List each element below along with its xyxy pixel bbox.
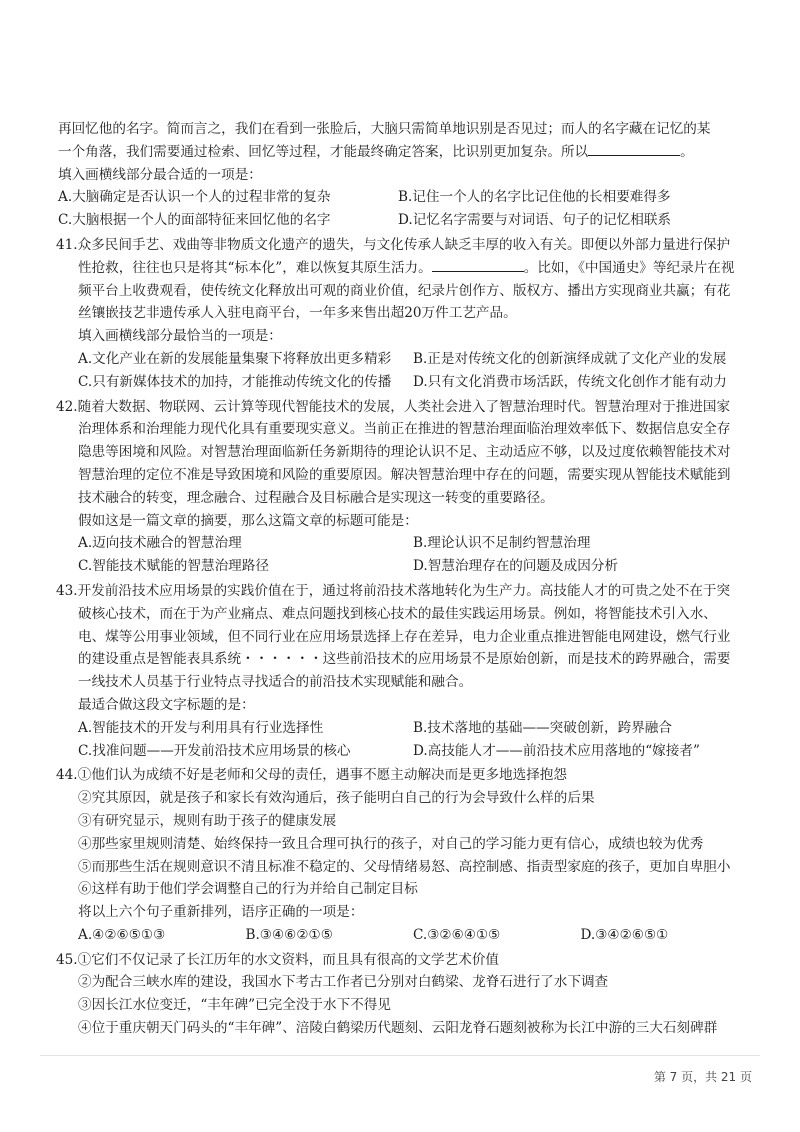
sentence-line: ③有研究显示，规则有助于孩子的健康发展 <box>78 812 337 829</box>
question-43 <box>58 580 748 762</box>
passage-line: 一线技术人员基于行业特点寻找适合的前沿技术实现赋能和融合。 <box>78 674 473 691</box>
answer-blank <box>588 141 680 156</box>
options-row <box>58 717 748 740</box>
option-c: C.找准问题——开发前沿技术应用场景的核心 <box>78 742 351 759</box>
question-45 <box>58 949 748 1040</box>
option-b: B.技术落地的基础——突破创新，跨界融合 <box>413 719 672 736</box>
passage-line: 技术融合的转变，理念融合、过程融合及目标融合是实现这一转变的重要路径。 <box>78 489 554 506</box>
option-b: B.③④⑥②①⑤ <box>245 926 333 943</box>
sentence-line: ⑥这样有助于他们学会调整自己的行为并给自己制定目标 <box>78 881 418 898</box>
options-row <box>58 740 748 763</box>
option-a: A.大脑确定是否认识一个人的过程非常的复杂 <box>58 189 331 206</box>
question-41 <box>58 234 748 394</box>
question-42 <box>58 396 748 578</box>
option-a: A.文化产业在新的发展能量集聚下将释放出更多精彩 <box>78 350 392 367</box>
options-row <box>58 186 748 209</box>
option-d: D.记忆名字需要与对词语、句子的记忆相联系 <box>398 212 672 229</box>
option-d: D.只有文化消费市场活跃，传统文化创作才能有动力 <box>413 373 727 390</box>
option-c: C.智能技术赋能的智慧治理路径 <box>78 558 269 575</box>
option-c: C.③②⑥④①⑤ <box>413 926 501 943</box>
passage-line: 智慧治理的定位不准是导致困境和风险的重要原因。解决智慧治理中存在的问题，需要实现从智能技术赋能到 <box>78 466 731 483</box>
option-a: A.智能技术的开发与利用具有行业选择性 <box>78 719 324 736</box>
option-a: A.④②⑥⑤①③ <box>78 926 166 943</box>
passage-line: 治理体系和治理能力现代化具有重要现实意义。当前正在推进的智慧治理面临治理效率低下、数据信息安全存 <box>78 421 731 438</box>
passage-line: 频平台上收费观看，使传统文化释放出可观的商业价值，纪录片创作方、版权方、播出方实现商业共赢；有花 <box>78 282 731 299</box>
exam-page <box>58 118 748 1040</box>
question-prompt: 填入画横线部分最合适的一项是： <box>58 166 262 183</box>
sentence-line: ③因长江水位变迁，“丰年碑”已完全没于水下不得见 <box>78 997 391 1014</box>
passage-line: 电、煤等公用事业领域，但不同行业在应用场景选择上存在差异，电力企业重点推进智能电网建设，燃气行业 <box>78 628 731 645</box>
options-row <box>58 532 748 555</box>
options-row <box>58 209 748 232</box>
passage-line: 一个角落，我们需要通过检索、回忆等过程，才能最终确定答案，比识别更加复杂。所以 。 <box>58 141 748 164</box>
page-number: 第 7 页，共 21 页 <box>653 1070 752 1084</box>
passage-line: 丝镶嵌技艺非遗传承人入驻电商平台，一年多来售出超20万件工艺产品。 <box>78 305 517 322</box>
footer-divider <box>40 1055 760 1056</box>
question-number-line: 43.开发前沿技术应用场景的实践价值在于，通过将前沿技术落地转化为生产力。高技能人才的可贵之处不在于突 <box>56 582 731 599</box>
options-row <box>58 348 748 371</box>
passage-line: 隐患等困境和风险。对智慧治理面临新任务新期待的理论认识不足、主动适应不够，以及过度依赖智能技术对 <box>78 444 731 461</box>
passage-line: 破核心技术，而在于为产业痛点、难点问题找到核心技术的最佳实践运用场景。例如，将智能技术引入水、 <box>78 605 717 622</box>
answer-blank <box>432 257 524 272</box>
option-b: B.正是对传统文化的创新演绎成就了文化产业的发展 <box>413 350 727 367</box>
options-row <box>58 924 748 947</box>
option-b: B.理论认识不足制约智慧治理 <box>413 535 591 552</box>
options-row <box>58 555 748 578</box>
question-number-line: 42.随着大数据、物联网、云计算等现代智能技术的发展，人类社会进入了智慧治理时代。智慧治理对于推进国家 <box>56 398 731 415</box>
option-c: C.大脑根据一个人的面部特征来回忆他的名字 <box>58 212 331 229</box>
option-d: D.智慧治理存在的问题及成因分析 <box>413 558 619 575</box>
question-prompt: 最适合做这段文字标题的是： <box>78 696 255 713</box>
sentence-line: ②为配合三峡水库的建设，我国水下考古工作者已分别对白鹤梁、龙脊石进行了水下调查 <box>78 974 609 991</box>
options-row <box>58 371 748 394</box>
sentence-line: ④位于重庆朝天门码头的“丰年碑”、涪陵白鹤梁历代题刻、云阳龙脊石题刻被称为长江中游的三大石刻碑群 <box>78 1020 718 1037</box>
passage-line: 的建设重点是智能表具系统・・・・・・这些前沿技术的应用场景不是原始创新，而是技术的跨界融合，需要 <box>78 651 731 668</box>
question-number-line: 45.①它们不仅记录了长江历年的水文资料，而且具有很高的文学艺术价值 <box>56 951 500 968</box>
option-d: D.高技能人才——前沿技术应用落地的“嫁接者” <box>413 742 700 759</box>
question-prompt: 将以上六个句子重新排列，语序正确的一项是： <box>78 904 364 921</box>
option-b: B.记住一个人的名字比记住他的长相要难得多 <box>398 189 671 206</box>
option-a: A.迈向技术融合的智慧治理 <box>78 535 242 552</box>
option-d: D.③④②⑥⑤① <box>580 926 669 943</box>
question-number-line: 44.①他们认为成绩不好是老师和父母的责任，遇事不愿主动解决而是更多地选择抱怨 <box>56 767 567 784</box>
sentence-line: ⑤而那些生活在规则意识不清且标准不稳定的、父母情绪易怒、高控制感、指责型家庭的孩子，更加自卑胆小 <box>78 858 731 875</box>
sentence-line: ④那些家里规则清楚、始终保持一致且合理可执行的孩子，对自己的学习能力更有信心，成绩也较为优秀 <box>78 835 704 852</box>
question-prompt: 假如这是一篇文章的摘要，那么这篇文章的标题可能是： <box>78 512 418 529</box>
passage-line: 再回忆他的名字。简而言之，我们在看到一张脸后，大脑只需简单地识别是否见过；而人的名字藏在记忆的某 <box>58 121 711 137</box>
option-c: C.只有新媒体技术的加持，才能推动传统文化的传播 <box>78 373 392 390</box>
passage-line: 性抢救，往往也只是将其“标本化”，难以恢复其原生活力。 。比如，《中国通史》等纪录片在视 <box>58 257 748 280</box>
question-40-continuation <box>58 118 748 232</box>
question-prompt: 填入画横线部分最恰当的一项是： <box>78 328 282 345</box>
sentence-line: ②究其原因，就是孩子和家长有效沟通后，孩子能明白自己的行为会导致什么样的后果 <box>78 790 595 807</box>
question-44 <box>58 764 748 946</box>
question-number-line: 41.众多民间手艺、戏曲等非物质文化遗产的遗失，与文化传承人缺乏丰厚的收入有关。即便以外部力量进行保护 <box>56 236 731 253</box>
